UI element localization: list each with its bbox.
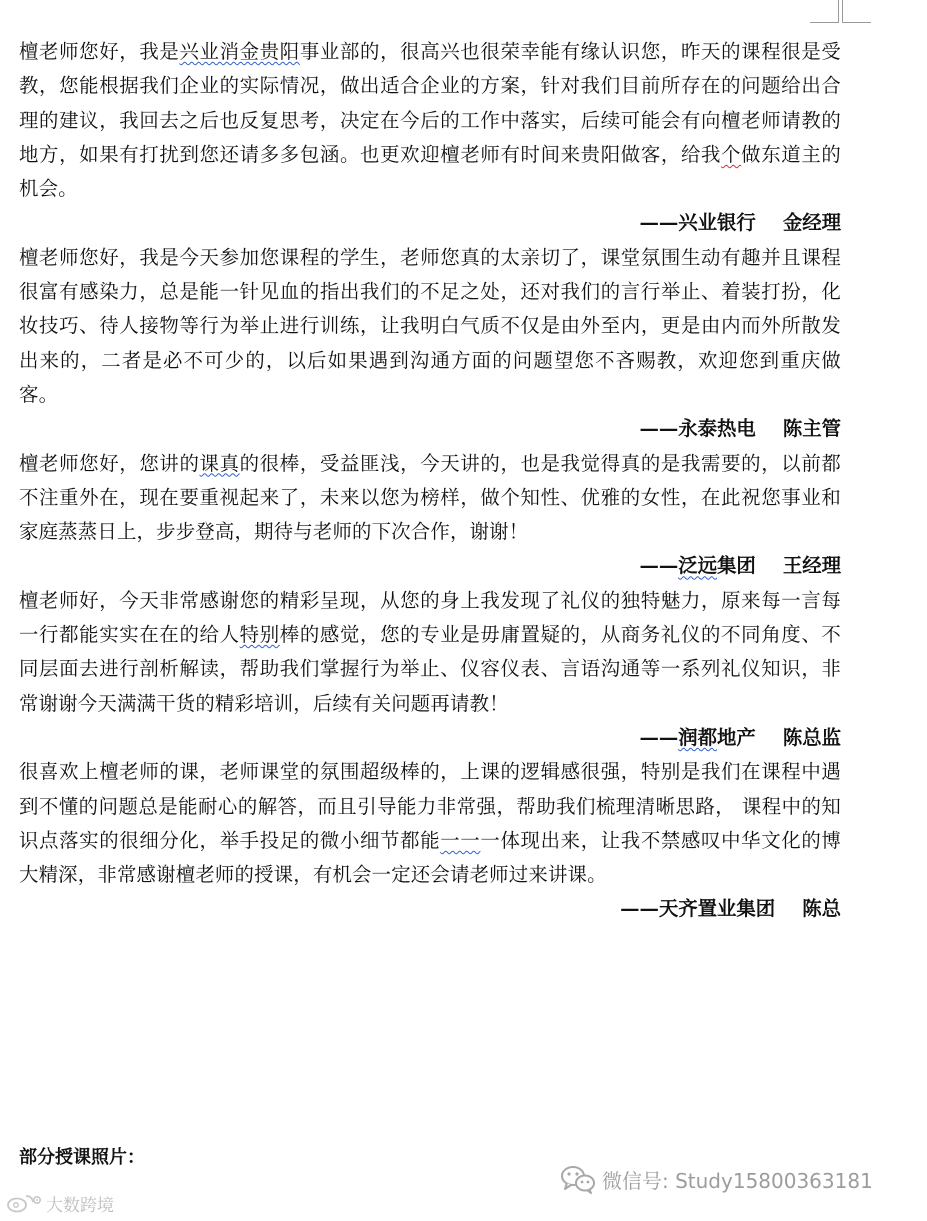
page-corner-mark-right	[842, 0, 871, 23]
paragraph-text: 棒的感觉，您的专业是毋庸置疑的，从商务礼仪的不同角度、不同层面去进行剖析解读，帮助我们掌握行为举止、仪容仪表、言语沟通等一系列礼仪知识，非常谢谢今天满满干货的精彩培训，后续有关问题再请教！	[19, 623, 841, 715]
testimonial-signature	[19, 549, 841, 583]
paragraph-text: 的很棒，受益匪浅，今天讲的，也是我觉得真的是我需要的，以前都不注重外在，现在要重视起来了，未来以您为榜样，做个知性、优雅的女性，在此祝您事业和家庭蒸蒸日上，步步登高，期待与老师的下次合作，谢谢！	[19, 451, 841, 544]
wechat-watermark	[560, 1161, 873, 1197]
paragraph-text: 檀老师您好，您讲的	[19, 451, 200, 475]
spellcheck-marked-text: 润都	[678, 725, 718, 749]
spellcheck-marked-text: 一一	[440, 828, 481, 852]
testimonial-signature: ——天齐置业集团 陈总	[620, 897, 841, 921]
signature-text: 地产 陈总监	[717, 725, 841, 749]
signature-text: 集团 王经理	[717, 554, 841, 578]
paragraph-text: 做东道主的机会。	[19, 142, 842, 201]
signature-text: ——	[639, 725, 679, 749]
spellcheck-marked-text: 个	[721, 142, 742, 166]
document-body	[19, 35, 841, 927]
testimonial-paragraph	[19, 241, 841, 412]
spellcheck-marked-text: 特别	[239, 623, 280, 647]
page-corner-mark-left	[810, 0, 839, 23]
section-title: 部分授课照片：	[19, 1147, 145, 1168]
spellcheck-marked-text: 泛远	[678, 554, 718, 578]
spellcheck-marked-text: 课真	[199, 451, 240, 475]
paragraph-text: 檀老师好，今天非常感谢您的精彩呈现，从您的身上我发现了礼仪的独特魅力，原来每一言每一行都能实实在在的给人	[19, 588, 841, 647]
testimonial-paragraph	[19, 584, 841, 721]
wechat-id-label: 微信号: Study15800363181	[602, 1168, 873, 1193]
signature-text: ——	[639, 554, 679, 578]
paragraph-text: 一体现出来，让我不禁感叹中华文化的博大精深，非常感谢檀老师的授课，有机会一定还会请老师过来讲课。	[19, 828, 841, 887]
wechat-icon	[560, 1164, 596, 1194]
paragraph-text: 檀老师您好，我是今天参加您课程的学生，老师您真的太亲切了，课堂氛围生动有趣并且课程很富有感染力，总是能一针见血的指出我们的不足之处，还对我们的言行举止、着装打扮，化妆技巧、待人接物等行为举止进行训练，让我明白气质不仅是由外至内，更是由内而外所散发出来的，二者是必不可少的，以后如果遇到沟通方面的问题望您不吝赐教，欢迎您到重庆做客。	[19, 245, 841, 406]
testimonial-signature: ——兴业银行 金经理	[639, 211, 841, 235]
paragraph-text: 檀老师您好，我是	[19, 40, 180, 63]
weibo-icon	[6, 1192, 42, 1214]
testimonial-paragraph	[19, 755, 841, 892]
testimonial-signature: ——永泰热电 陈主管	[639, 417, 841, 441]
weibo-watermark	[6, 1190, 114, 1216]
spellcheck-marked-text: 兴业消金贵阳	[179, 40, 300, 63]
paragraph-text: 很喜欢上檀老师的课，老师课堂的氛围超级棒的，上课的逻辑感很强，特别是我们在课程中遇到不懂的问题总是能耐心的解答，而且引导能力非常强，帮助我们梳理清晰思路， 课程中的知识点落实的很细分化，举手投足的微小细节都能	[19, 760, 841, 852]
testimonial-paragraph	[19, 447, 841, 550]
testimonial-signature	[19, 721, 841, 755]
paragraph-text: 事业部的，很高兴也很荣幸能有缘认识您，昨天的课程很是受教，您能根据我们企业的实际情况，做出适合企业的方案，针对我们目前所存在的问题给出合理的建议，我回去之后也反复思考，决定在今后的工作中落实，后续可能会有向檀老师请教的地方，如果有打扰到您还请多多包涵。也更欢迎檀老师有时间来贵阳做客，给我	[19, 40, 841, 166]
testimonial-paragraph	[19, 35, 841, 206]
weibo-account-label: 大数跨境	[46, 1195, 114, 1216]
